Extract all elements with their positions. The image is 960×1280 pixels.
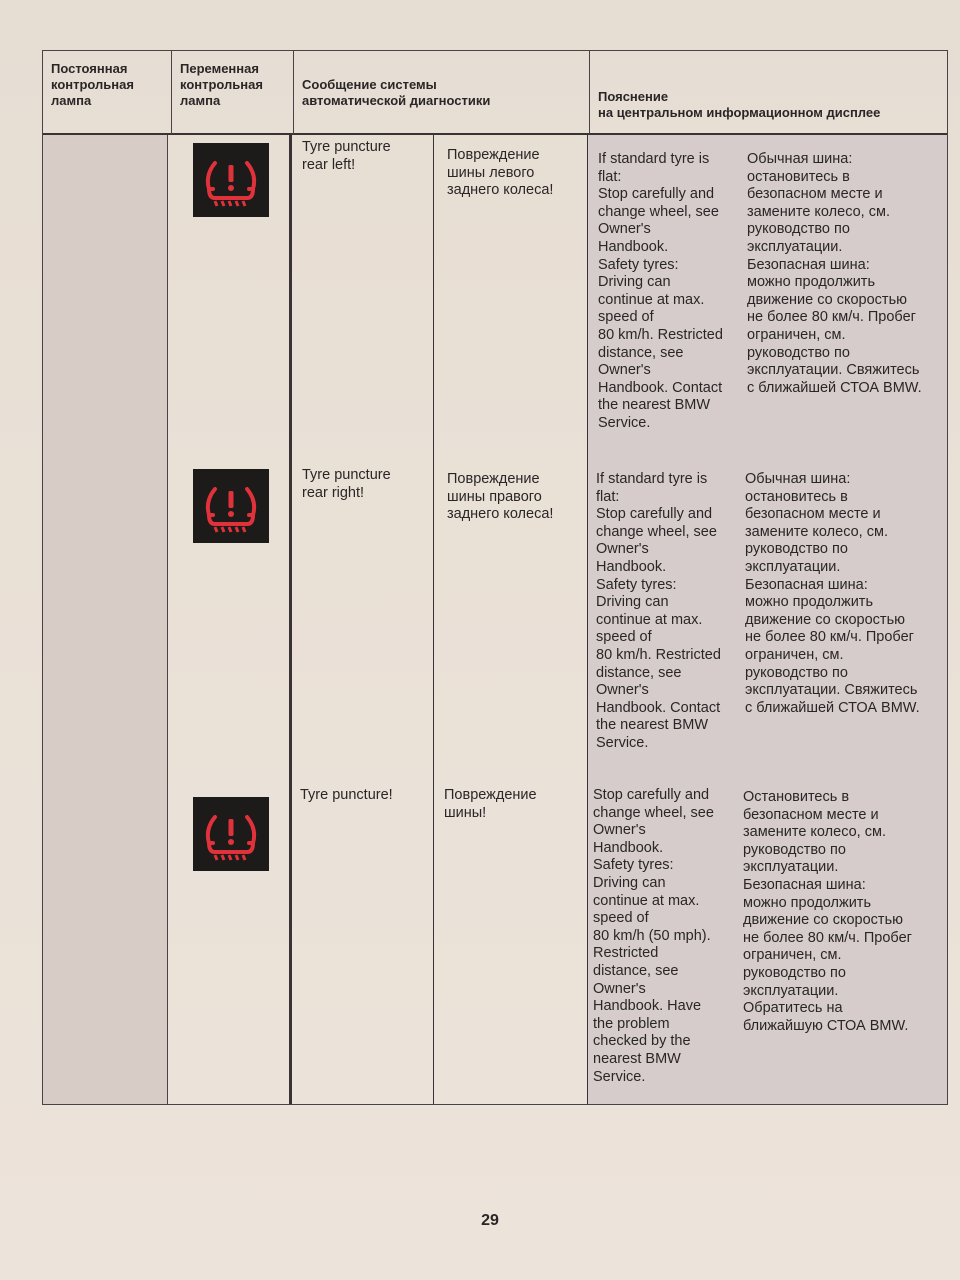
message-en: Tyre puncture rear left!: [302, 139, 391, 173]
message-en: Tyre puncture!: [300, 787, 393, 803]
table-row: [167, 783, 947, 1104]
explanation-ru: Обычная шина: остановитесь в безопасном месте и замените колесо, см. руководство по эксплуатации. Безопасная шина: можно продолжить движение со скоростью не более 80 км/ч. Пробег ограничен, см. руководство по эксплуатации. Свяжитесь с ближайшей СТОА BMW.: [745, 471, 920, 716]
table-row: [167, 135, 947, 461]
page-number: 29: [481, 1212, 499, 1229]
message-ru: Повреждение шины!: [444, 787, 537, 821]
explanation-ru: Обычная шина: остановитесь в безопасном месте и замените колесо, см. руководство по эксплуатации. Безопасная шина: можно продолжить движение со скоростью не более 80 км/ч. Пробег ограничен, см. руководство по эксплуатации. Свяжитесь с ближайшей СТОА BMW.: [747, 151, 922, 396]
header-diagnostic-message: Сообщение системы автоматической диагностики: [293, 51, 589, 135]
header-explanation: Пояснение на центральном информационном дисплее: [589, 51, 947, 135]
explanation-en: Stop carefully and change wheel, see Owner's Handbook. Safety tyres: Driving can continue at max. speed of 80 km/h (50 mph). Restricted distance, see Owner's Handbook. Have the problem checked by the nearest BMW Service.: [593, 787, 714, 1085]
tyre-pressure-warning-icon: [193, 143, 269, 217]
header-permanent-lamp: Постоянная контрольная лампа: [43, 51, 171, 135]
tyre-pressure-warning-icon: [193, 797, 269, 871]
explanation-en: If standard tyre is flat: Stop carefully and change wheel, see Owner's Handbook. Safety tyres: Driving can continue at max. speed of 80 km/h. Restricted distance, see Owner's Handbook. Contact the nearest BMW Service.: [596, 471, 721, 751]
permanent-lamp-column: [43, 135, 168, 1104]
message-ru: Повреждение шины правого заднего колеса!: [447, 471, 554, 523]
explanation-en: If standard tyre is flat: Stop carefully and change wheel, see Owner's Handbook. Safety tyres: Driving can continue at max. speed of 80 km/h. Restricted distance, see Owner's Handbook. Contact the nearest BMW Service.: [598, 151, 723, 431]
message-en: Tyre puncture rear right!: [302, 467, 391, 501]
explanation-ru: Остановитесь в безопасном месте и замените колесо, см. руководство по эксплуатации. Безопасная шина: можно продолжить движение со скоростью не более 80 км/ч. Пробег ограничен, см. руководство по эксплуатации. Обратитесь на ближайшую СТОА BMW.: [743, 789, 912, 1034]
tyre-pressure-warning-icon: [193, 469, 269, 543]
header-variable-lamp: Переменная контрольная лампа: [171, 51, 293, 135]
table-row: [167, 461, 947, 783]
message-ru: Повреждение шины левого заднего колеса!: [447, 147, 554, 199]
warning-lamp-table: [42, 50, 948, 1105]
